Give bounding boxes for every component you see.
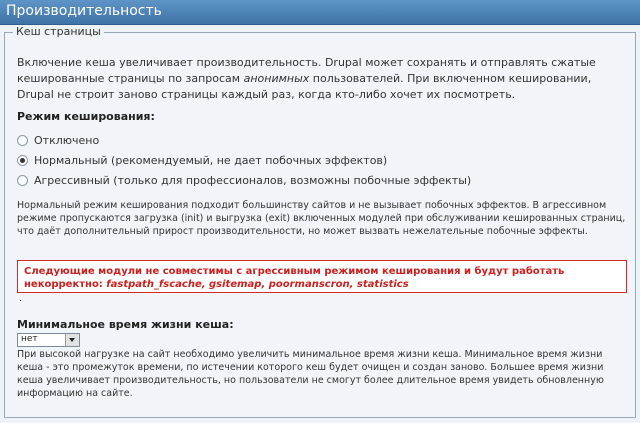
min-cache-lifetime-label: Минимальное время жизни кеша:	[17, 318, 234, 331]
title-bar	[0, 0, 640, 25]
cache-mode-description: Нормальный режим кеширования подходит большинству сайтов и не вызывает побочных эффектов. В агрессивном режиме пропускаются загрузка (init) и выгрузка (exit) включенных модулей при обслуживании кешированных страниц, что даёт дополнительный прирост производительности, но может вызвать нежелательные побочные эффекты.	[17, 200, 626, 237]
radio-button-selected[interactable]	[17, 155, 28, 166]
intro-text-start: Включение кеша увеличивает производительность. Drupal может сохранять и отправлять сжатые кешированные страницы по запросам	[17, 56, 596, 85]
radio-option-aggressive[interactable]	[17, 172, 471, 188]
min-cache-lifetime-description: При высокой нагрузке на сайт необходимо увеличить минимальное время жизни кеша. Минимальное время жизни кеша - это промежуток времени, по истечении которого кеш будет очищен и создан заново. Большее время жизни кеша увеличивает производительность, но пользователи не смогут более длительное время увидеть обновленную информацию на сайте.	[17, 349, 604, 399]
intro-emphasis: анонимных	[243, 72, 310, 85]
incompatible-modules-warning	[17, 260, 627, 293]
radio-button[interactable]	[17, 135, 28, 146]
radio-label: Агрессивный (только для профессионалов, возможны побочные эффекты)	[34, 173, 472, 187]
radio-option-normal[interactable]	[17, 152, 387, 168]
radio-option-disabled[interactable]	[17, 132, 99, 148]
intro-text-end: пользователей. При включенном кешировании, Drupal не строит заново страницы каждый раз, когда кто-либо хочет их посмотреть.	[17, 72, 592, 101]
radio-button[interactable]	[17, 175, 28, 186]
cache-mode-label: Режим кеширования:	[17, 110, 155, 123]
warning-text: Следующие модули не совместимы с агрессивным режимом кеширования и будут работать некорректно:	[24, 266, 565, 290]
min-cache-lifetime-select[interactable]	[17, 333, 80, 347]
warning-module-list: fastpath_fscache, gsitemap, poormanscron, statistics	[106, 279, 409, 290]
cache-intro-text	[17, 55, 627, 103]
page-title: Производительность	[6, 3, 162, 19]
page-cache-fieldset	[4, 25, 636, 418]
radio-label: Нормальный (рекомендуемый, не дает побочных эффектов)	[34, 153, 388, 167]
fieldset-legend: Кеш страницы	[13, 25, 104, 38]
separator-dot: .	[19, 293, 23, 304]
select-value: нет	[21, 334, 38, 344]
radio-label: Отключено	[34, 133, 100, 147]
chevron-down-icon[interactable]	[65, 334, 79, 346]
